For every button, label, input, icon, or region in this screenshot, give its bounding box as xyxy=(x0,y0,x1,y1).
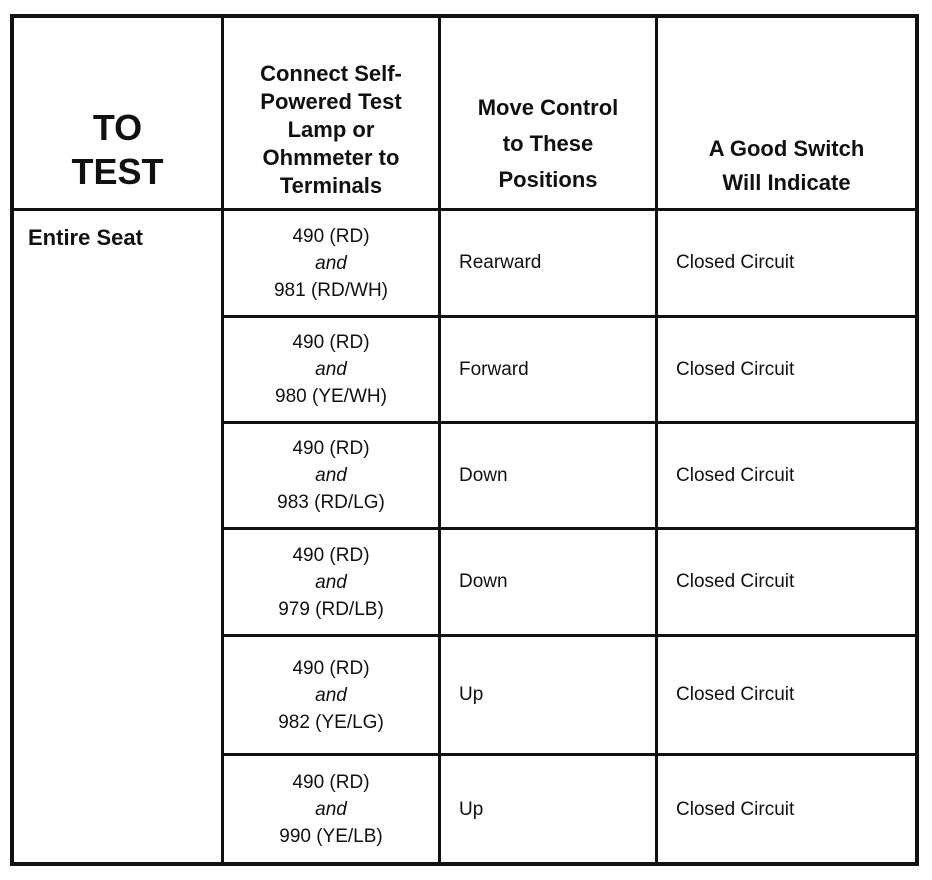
result-text: Closed Circuit xyxy=(676,464,795,486)
terminal-b: 981 (RD/WH) xyxy=(273,279,388,301)
position-cell xyxy=(441,756,658,863)
terminal-b: 982 (YE/LG) xyxy=(278,711,384,733)
table-row xyxy=(224,756,915,863)
header-text: Lamp or xyxy=(287,117,375,142)
table-row xyxy=(224,211,915,318)
table-row xyxy=(224,318,915,424)
terminal-a: 490 (RD) xyxy=(292,438,370,459)
header-text: Terminals xyxy=(279,173,383,198)
terminal-b: 983 (RD/LG) xyxy=(277,492,385,513)
test-name: Entire Seat xyxy=(28,225,143,250)
table-header xyxy=(14,18,915,211)
position-text: Up xyxy=(459,798,484,820)
result-text: Closed Circuit xyxy=(676,358,795,380)
switch-test-table xyxy=(10,14,919,866)
result-cell xyxy=(658,530,915,634)
position-cell xyxy=(441,637,658,753)
terminal-a: 490 (RD) xyxy=(292,225,370,247)
position-cell xyxy=(441,211,658,315)
terminals-cell xyxy=(224,756,441,863)
header-text: to These xyxy=(502,131,594,156)
position-text: Forward xyxy=(459,358,529,380)
result-cell xyxy=(658,211,915,315)
and-text: and xyxy=(315,465,347,486)
position-text: Rearward xyxy=(459,252,542,273)
header-text: Powered Test xyxy=(260,89,402,114)
result-text: Closed Circuit xyxy=(676,798,795,820)
position-cell xyxy=(441,424,658,527)
header-move-control xyxy=(441,18,658,208)
header-text: TO xyxy=(92,107,143,148)
test-rows xyxy=(224,211,915,862)
header-text: Move Control xyxy=(477,95,619,120)
terminal-a: 490 (RD) xyxy=(292,544,370,566)
terminal-a: 490 (RD) xyxy=(292,332,370,353)
terminal-b: 980 (YE/WH) xyxy=(275,386,387,407)
and-text: and xyxy=(315,359,347,380)
and-text: and xyxy=(315,571,347,593)
result-cell xyxy=(658,756,915,863)
and-text: and xyxy=(315,799,347,820)
result-text: Closed Circuit xyxy=(676,571,795,592)
table-row xyxy=(224,424,915,530)
terminals-cell xyxy=(224,211,441,315)
terminals-cell xyxy=(224,530,441,634)
result-text: Closed Circuit xyxy=(676,684,795,705)
header-text: A Good Switch xyxy=(708,136,865,161)
terminal-b: 979 (RD/LB) xyxy=(278,598,384,620)
terminal-b: 990 (YE/LB) xyxy=(279,826,383,847)
and-text: and xyxy=(315,252,347,274)
terminals-cell xyxy=(224,637,441,753)
position-text: Down xyxy=(459,464,508,486)
table-row xyxy=(224,637,915,756)
terminals-cell xyxy=(224,424,441,527)
position-cell xyxy=(441,530,658,634)
result-cell xyxy=(658,637,915,753)
test-name-cell xyxy=(14,211,224,862)
header-text: Positions xyxy=(498,167,598,192)
header-to-test xyxy=(14,18,224,208)
and-text: and xyxy=(315,684,347,706)
result-text: Closed Circuit xyxy=(676,252,795,273)
position-text: Up xyxy=(459,684,484,705)
header-good-switch xyxy=(658,18,915,208)
header-connect-terminals xyxy=(224,18,441,208)
terminal-a: 490 (RD) xyxy=(292,657,370,679)
position-cell xyxy=(441,318,658,421)
result-cell xyxy=(658,424,915,527)
header-text: Ohmmeter to xyxy=(262,145,400,170)
header-text: TEST xyxy=(71,151,164,192)
position-text: Down xyxy=(459,571,508,592)
terminal-a: 490 (RD) xyxy=(292,772,370,793)
table-body xyxy=(14,211,915,862)
header-text: Will Indicate xyxy=(722,170,851,195)
table-row xyxy=(224,530,915,637)
terminals-cell xyxy=(224,318,441,421)
result-cell xyxy=(658,318,915,421)
header-text: Connect Self- xyxy=(260,61,402,86)
